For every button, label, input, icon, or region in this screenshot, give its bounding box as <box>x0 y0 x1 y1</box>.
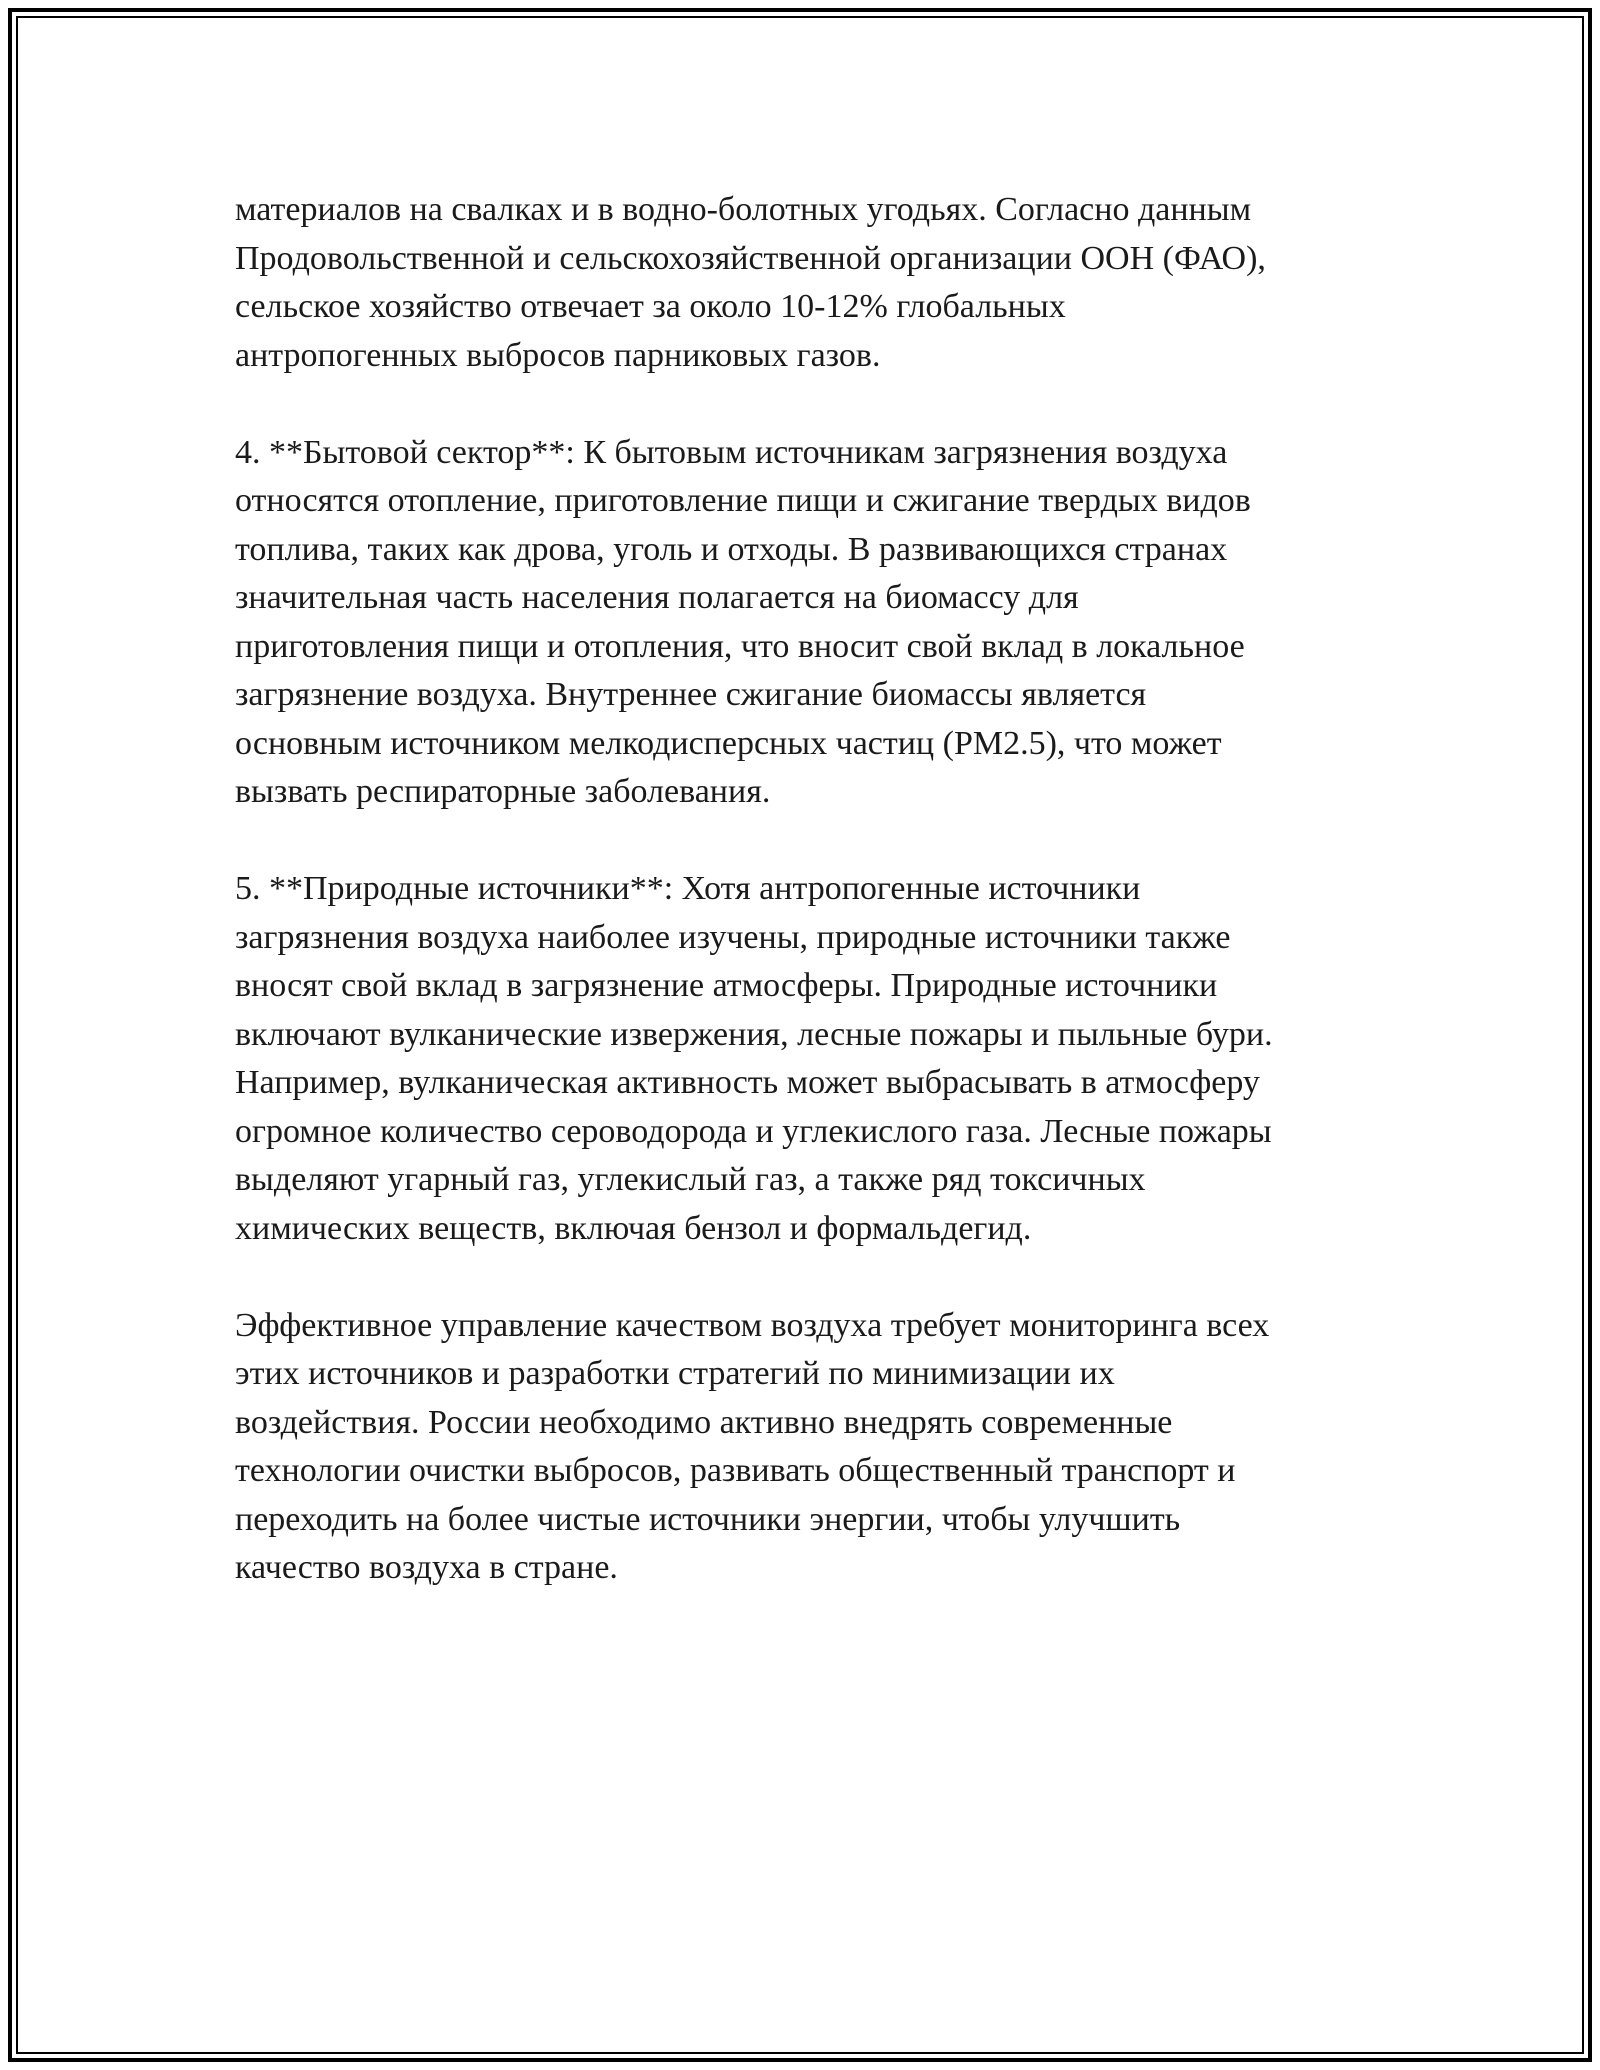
text-line: 4. **Бытовой сектор**: К бытовым источникам загрязнения воздуха <box>235 433 1228 471</box>
text-line: значительная часть населения полагается на биомассу для <box>235 579 1079 616</box>
paragraph-agriculture-continued <box>235 186 1395 380</box>
text-line: загрязнение воздуха. Внутреннее сжигание биомассы является <box>235 676 1147 713</box>
text-line: Эффективное управление качеством воздуха требует мониторинга всех <box>235 1306 1270 1344</box>
text-line: воздействия. России необходимо активно внедрять современные <box>235 1403 1173 1441</box>
text-line: этих источников и разработки стратегий по минимизации их <box>235 1355 1115 1392</box>
text-line: Продовольственной и сельскохозяйственной организации ООН (ФАО), <box>235 239 1266 277</box>
text-line: топлива, таких как дрова, уголь и отходы. В развивающихся странах <box>235 530 1228 568</box>
text-line: качество воздуха в стране. <box>235 1549 618 1586</box>
text-line: переходить на более чистые источники энергии, чтобы улучшить <box>235 1500 1181 1538</box>
text-line: выделяют угарный газ, углекислый газ, а также ряд токсичных <box>235 1161 1146 1198</box>
text-line: приготовления пищи и отопления, что вносит свой вклад в локальное <box>235 627 1245 665</box>
paragraph-household-sector <box>235 429 1395 817</box>
paragraph-conclusion <box>235 1302 1395 1593</box>
text-line: относятся отопление, приготовление пищи и сжигание твердых видов <box>235 482 1251 519</box>
text-line: сельское хозяйство отвечает за около 10-12% глобальных <box>235 288 1066 325</box>
paragraph-natural-sources <box>235 865 1395 1253</box>
text-line: загрязнения воздуха наиболее изучены, природные источники также <box>235 918 1231 956</box>
text-line: вызвать респираторные заболевания. <box>235 773 771 810</box>
text-line: основным источником мелкодисперсных частиц (PM2.5), что может <box>235 724 1222 762</box>
text-line: технологии очистки выбросов, развивать общественный транспорт и <box>235 1452 1236 1489</box>
text-line: 5. **Природные источники**: Хотя антропогенные источники <box>235 870 1141 907</box>
text-line: Например, вулканическая активность может выбрасывать в атмосферу <box>235 1064 1260 1101</box>
text-line: антропогенных выбросов парниковых газов. <box>235 336 881 374</box>
document-body <box>235 186 1395 1641</box>
text-line: включают вулканические извержения, лесные пожары и пыльные бури. <box>235 1015 1273 1053</box>
text-line: химических веществ, включая бензол и формальдегид. <box>235 1209 1032 1247</box>
text-line: вносят свой вклад в загрязнение атмосферы. Природные источники <box>235 967 1218 1004</box>
text-line: материалов на свалках и в водно-болотных угодьях. Согласно данным <box>235 191 1252 228</box>
text-line: огромное количество сероводорода и углекислого газа. Лесные пожары <box>235 1112 1272 1150</box>
